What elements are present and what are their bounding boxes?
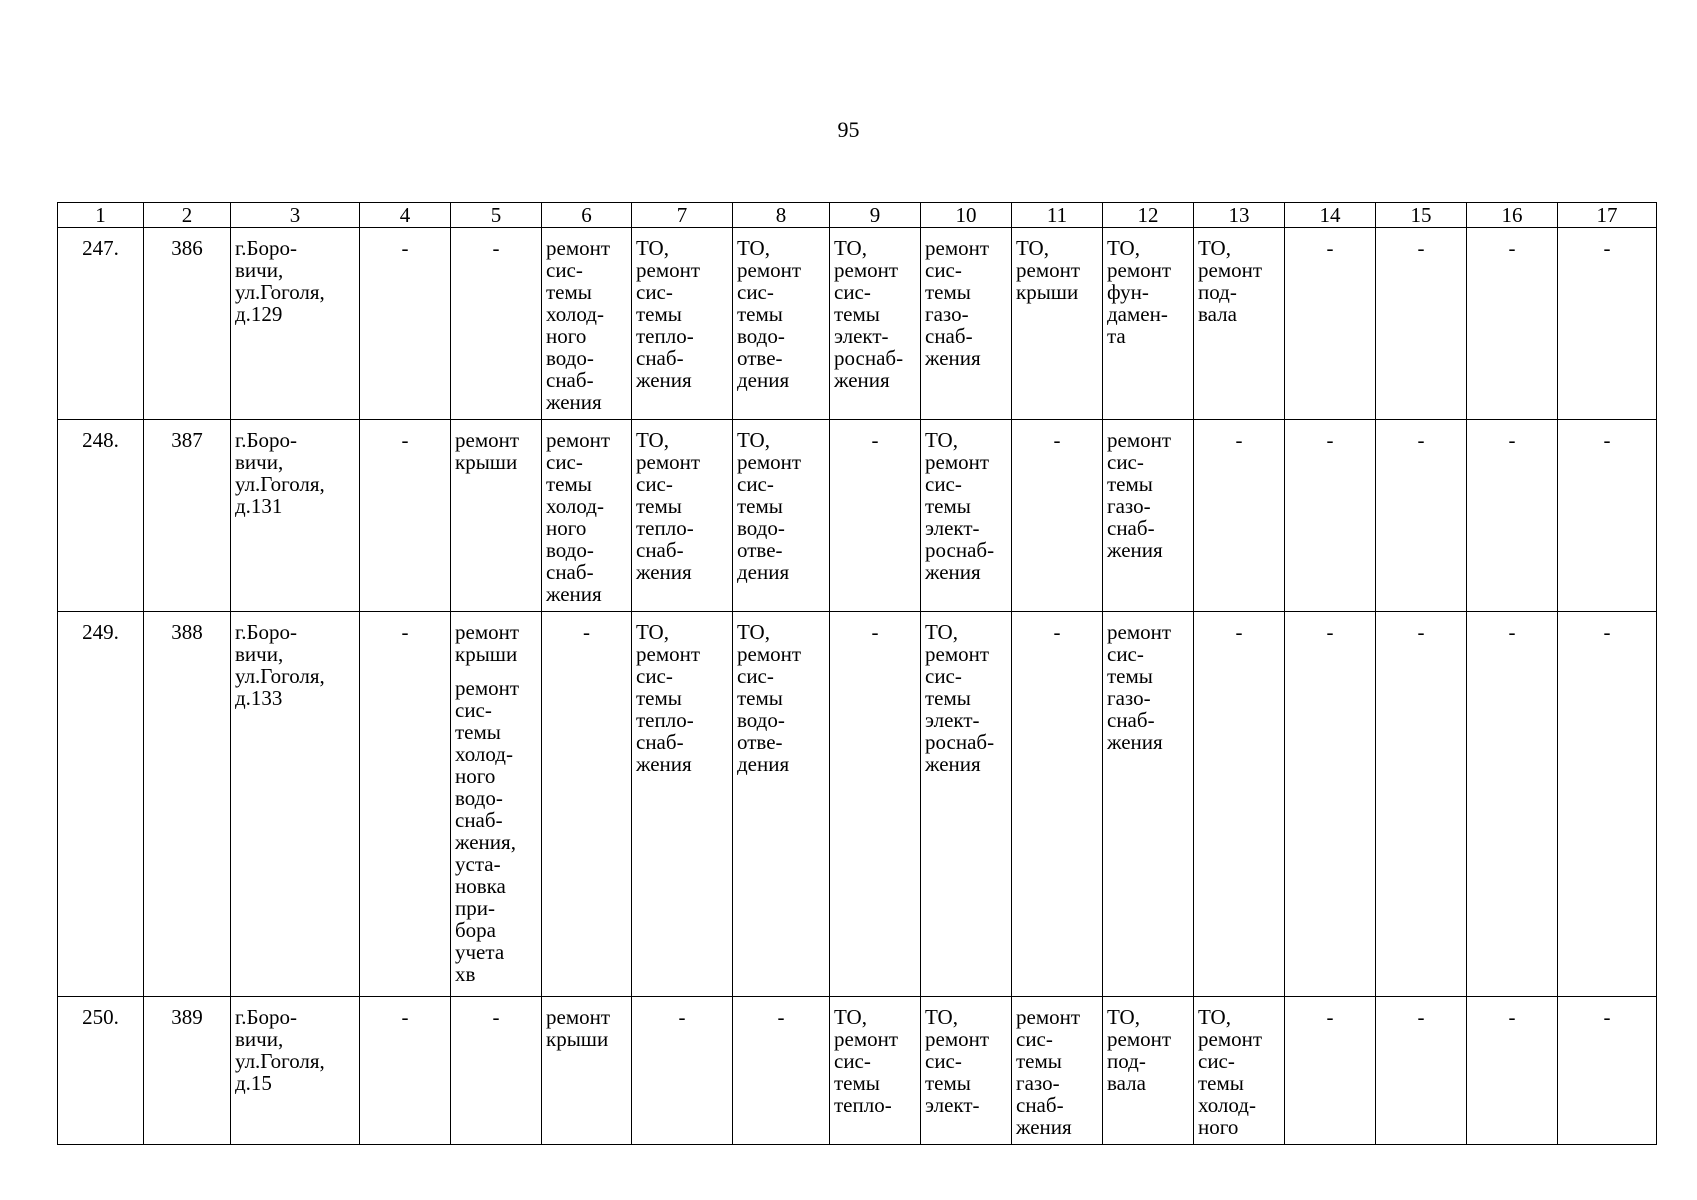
table-cell: - xyxy=(1558,612,1657,997)
table-row xyxy=(58,228,1657,420)
table-cell xyxy=(1103,420,1194,612)
cell-line: д.133 xyxy=(235,686,283,710)
cell-line: газо- xyxy=(925,302,969,326)
cell-line: темы xyxy=(737,302,783,326)
cell-line: ТО, xyxy=(636,428,669,452)
cell-line: сис- xyxy=(455,698,492,722)
cell-line: жения xyxy=(925,560,981,584)
row-index: 249. xyxy=(58,612,144,997)
cell-line: тепло- xyxy=(636,708,694,732)
cell-line: сис- xyxy=(925,664,962,688)
cell-line: темы xyxy=(546,472,592,496)
column-number-row xyxy=(58,203,1657,228)
cell-line: сис- xyxy=(546,450,583,474)
header-cell: 5 xyxy=(451,203,542,228)
address-cell xyxy=(231,420,360,612)
table-cell xyxy=(921,612,1012,997)
header-cell: 3 xyxy=(231,203,360,228)
cell-line: снаб- xyxy=(925,324,973,348)
cell-line: газо- xyxy=(1107,494,1151,518)
cell-line: ремонт xyxy=(1198,258,1263,282)
header-cell: 12 xyxy=(1103,203,1194,228)
cell-line: ТО, xyxy=(925,1005,958,1029)
cell-line: ремонт xyxy=(1107,620,1172,644)
cell-line: жения xyxy=(636,752,692,776)
cell-line: водо- xyxy=(737,324,785,348)
address-cell xyxy=(231,228,360,420)
cell-line: г.Боро- xyxy=(235,1005,298,1029)
cell-line: дения xyxy=(737,752,790,776)
cell-line: темы xyxy=(636,494,682,518)
cell-line: темы xyxy=(1016,1049,1062,1073)
header-cell: 8 xyxy=(733,203,830,228)
cell-line: роснаб- xyxy=(834,346,904,370)
cell-line: ремонт xyxy=(1107,1027,1172,1051)
cell-line: крыши xyxy=(455,450,518,474)
cell-line: снаб- xyxy=(1107,708,1155,732)
cell-line: жения xyxy=(1107,730,1163,754)
cell-line: ного xyxy=(1198,1115,1239,1139)
table-cell xyxy=(1103,228,1194,420)
cell-line: темы xyxy=(737,686,783,710)
cell-line: темы xyxy=(925,280,971,304)
table-cell xyxy=(921,420,1012,612)
cell-line: ТО, xyxy=(1198,236,1231,260)
cell-line: ТО, xyxy=(925,428,958,452)
cell-line: сис- xyxy=(1107,642,1144,666)
cell-line: водо- xyxy=(546,538,594,562)
cell-line: элект- xyxy=(925,516,980,540)
cell-line: ремонт xyxy=(455,676,520,700)
cell-line: водо- xyxy=(546,346,594,370)
cell-line: ул.Гоголя, xyxy=(235,280,325,304)
cell-line: новка xyxy=(455,874,506,898)
table-cell: - xyxy=(1467,612,1558,997)
header-cell: 1 xyxy=(58,203,144,228)
cell-line: ремонт xyxy=(925,642,990,666)
cell-line: жения xyxy=(546,582,602,606)
header-cell: 9 xyxy=(830,203,921,228)
table-cell: - xyxy=(1467,420,1558,612)
cell-line: сис- xyxy=(636,664,673,688)
object-number: 388 xyxy=(144,612,231,997)
cell-line: элект- xyxy=(834,324,889,348)
cell-line: ТО, xyxy=(925,620,958,644)
table-cell: - xyxy=(733,997,830,1145)
table-cell: - xyxy=(360,997,451,1145)
cell-line: отве- xyxy=(737,730,783,754)
cell-line: газо- xyxy=(1107,686,1151,710)
cell-line: жения xyxy=(925,346,981,370)
table-cell: - xyxy=(1376,420,1467,612)
cell-line: темы xyxy=(455,720,501,744)
cell-line: снаб- xyxy=(636,538,684,562)
table-cell xyxy=(1103,612,1194,997)
cell-line: сис- xyxy=(834,1049,871,1073)
table-cell xyxy=(632,612,733,997)
cell-line: холод- xyxy=(1198,1093,1256,1117)
table-cell xyxy=(451,420,542,612)
table-cell: - xyxy=(1012,420,1103,612)
cell-line: крыши xyxy=(1016,280,1079,304)
cell-line: ремонт xyxy=(546,1005,611,1029)
cell-line: тепло- xyxy=(636,324,694,348)
cell-line: сис- xyxy=(636,472,673,496)
cell-line: темы xyxy=(1198,1071,1244,1095)
cell-line: ремонт xyxy=(834,1027,899,1051)
header-cell: 11 xyxy=(1012,203,1103,228)
cell-line: д.131 xyxy=(235,494,283,518)
cell-line: дения xyxy=(737,368,790,392)
cell-line: ТО, xyxy=(1107,1005,1140,1029)
cell-line: ремонт xyxy=(1198,1027,1263,1051)
cell-line: ного xyxy=(546,324,587,348)
cell-line: ул.Гоголя, xyxy=(235,1049,325,1073)
cell-line: под- xyxy=(1198,280,1237,304)
address-cell xyxy=(231,612,360,997)
cell-line: водо- xyxy=(455,786,503,810)
cell-line: учета xyxy=(455,940,505,964)
cell-line: ремонт xyxy=(1107,258,1172,282)
table-cell: - xyxy=(632,997,733,1145)
cell-line: ремонт xyxy=(737,450,802,474)
row-index: 248. xyxy=(58,420,144,612)
table-cell xyxy=(1194,228,1285,420)
cell-line: сис- xyxy=(834,280,871,304)
header-cell: 7 xyxy=(632,203,733,228)
cell-line: д.129 xyxy=(235,302,283,326)
header-cell: 13 xyxy=(1194,203,1285,228)
cell-line: при- xyxy=(455,896,495,920)
cell-line: ТО, xyxy=(737,428,770,452)
cell-line: сис- xyxy=(1016,1027,1053,1051)
cell-line: снаб- xyxy=(1107,516,1155,540)
table-cell: - xyxy=(1194,420,1285,612)
table-cell: - xyxy=(1285,997,1376,1145)
cell-line: водо- xyxy=(737,516,785,540)
table-cell: - xyxy=(1376,228,1467,420)
page-number: 95 xyxy=(837,117,860,142)
cell-line: жения xyxy=(546,390,602,414)
cell-line: ремонт xyxy=(455,620,520,644)
cell-line: ТО, xyxy=(737,236,770,260)
cell-line: ремонт xyxy=(1016,258,1081,282)
table-cell: - xyxy=(830,420,921,612)
cell-line: сис- xyxy=(1198,1049,1235,1073)
cell-line: темы xyxy=(925,494,971,518)
cell-line: холод- xyxy=(546,494,604,518)
table-cell xyxy=(1194,997,1285,1145)
cell-line: г.Боро- xyxy=(235,620,298,644)
table-cell: - xyxy=(360,420,451,612)
cell-line: г.Боро- xyxy=(235,428,298,452)
cell-line: ремонт xyxy=(925,1027,990,1051)
cell-paragraph xyxy=(455,677,537,985)
cell-line: ремонт xyxy=(455,428,520,452)
cell-line: снаб- xyxy=(636,346,684,370)
cell-line: ремонт xyxy=(737,642,802,666)
cell-line: ТО, xyxy=(1107,236,1140,260)
cell-line: жения xyxy=(925,752,981,776)
table-cell xyxy=(733,612,830,997)
cell-line: дения xyxy=(737,560,790,584)
table-cell xyxy=(1103,997,1194,1145)
cell-line: холод- xyxy=(546,302,604,326)
cell-line: ТО, xyxy=(1198,1005,1231,1029)
cell-line: под- xyxy=(1107,1049,1146,1073)
cell-line: элект- xyxy=(925,708,980,732)
cell-line: темы xyxy=(834,1071,880,1095)
cell-line: темы xyxy=(1107,664,1153,688)
cell-line: сис- xyxy=(737,664,774,688)
table-cell xyxy=(451,612,542,997)
cell-line: ного xyxy=(455,764,496,788)
cell-line: темы xyxy=(1107,472,1153,496)
cell-line: снаб- xyxy=(1016,1093,1064,1117)
cell-line: снаб- xyxy=(546,560,594,584)
header-cell: 2 xyxy=(144,203,231,228)
header-cell: 16 xyxy=(1467,203,1558,228)
cell-line: сис- xyxy=(737,280,774,304)
cell-line: жения xyxy=(1107,538,1163,562)
table-cell xyxy=(542,228,632,420)
cell-line: ного xyxy=(546,516,587,540)
cell-line: ремонт xyxy=(636,258,701,282)
cell-line: дамен- xyxy=(1107,302,1168,326)
cell-line: отве- xyxy=(737,538,783,562)
object-number: 387 xyxy=(144,420,231,612)
cell-line: сис- xyxy=(636,280,673,304)
cell-line: темы xyxy=(737,494,783,518)
cell-line: крыши xyxy=(546,1027,609,1051)
cell-line: ремонт xyxy=(546,236,611,260)
table-cell: - xyxy=(360,228,451,420)
cell-line: сис- xyxy=(925,258,962,282)
cell-line: темы xyxy=(636,686,682,710)
cell-line: сис- xyxy=(1107,450,1144,474)
cell-line: вичи, xyxy=(235,450,284,474)
cell-line: ТО, xyxy=(737,620,770,644)
cell-line: темы xyxy=(834,302,880,326)
object-number: 389 xyxy=(144,997,231,1145)
cell-line: холод- xyxy=(455,742,513,766)
cell-line: вала xyxy=(1107,1071,1146,1095)
table-cell: - xyxy=(1558,420,1657,612)
cell-line: ремонт xyxy=(925,236,990,260)
cell-line: жения xyxy=(1016,1115,1072,1139)
cell-line: жения, xyxy=(455,830,516,854)
table-cell xyxy=(733,228,830,420)
cell-line: отве- xyxy=(737,346,783,370)
table-cell: - xyxy=(1012,612,1103,997)
table-row xyxy=(58,612,1657,997)
cell-line: ТО, xyxy=(636,236,669,260)
table-cell: - xyxy=(542,612,632,997)
table-cell: - xyxy=(1285,228,1376,420)
table-cell: - xyxy=(1558,228,1657,420)
table-cell: - xyxy=(1285,420,1376,612)
table-cell: - xyxy=(360,612,451,997)
cell-line: ул.Гоголя, xyxy=(235,664,325,688)
row-index: 247. xyxy=(58,228,144,420)
table-cell xyxy=(632,228,733,420)
cell-line: та xyxy=(1107,324,1126,348)
cell-line: жения xyxy=(636,560,692,584)
table-cell: - xyxy=(1558,997,1657,1145)
repair-schedule-table xyxy=(57,202,1657,1145)
row-index: 250. xyxy=(58,997,144,1145)
header-cell: 10 xyxy=(921,203,1012,228)
table-cell: - xyxy=(1467,997,1558,1145)
table-cell: - xyxy=(451,228,542,420)
table-cell xyxy=(632,420,733,612)
table-cell xyxy=(542,420,632,612)
cell-line: вичи, xyxy=(235,258,284,282)
table-cell xyxy=(733,420,830,612)
cell-line: жения xyxy=(834,368,890,392)
cell-line: тепло- xyxy=(636,516,694,540)
table-cell xyxy=(1012,997,1103,1145)
table-row xyxy=(58,420,1657,612)
cell-line: элект- xyxy=(925,1093,980,1117)
address-cell xyxy=(231,997,360,1145)
cell-line: ремонт xyxy=(546,428,611,452)
cell-line: темы xyxy=(636,302,682,326)
cell-line: водо- xyxy=(737,708,785,732)
cell-line: снаб- xyxy=(546,368,594,392)
table-cell xyxy=(830,228,921,420)
cell-line: ремонт xyxy=(925,450,990,474)
table-row xyxy=(58,997,1657,1145)
cell-line: ТО, xyxy=(834,1005,867,1029)
table-cell xyxy=(542,997,632,1145)
cell-line: ремонт xyxy=(636,642,701,666)
cell-line: снаб- xyxy=(636,730,684,754)
cell-line: сис- xyxy=(737,472,774,496)
cell-line: темы xyxy=(925,686,971,710)
table-cell: - xyxy=(830,612,921,997)
table-cell xyxy=(921,997,1012,1145)
table-cell: - xyxy=(1376,997,1467,1145)
cell-line: ТО, xyxy=(636,620,669,644)
cell-line: ТО, xyxy=(1016,236,1049,260)
cell-line: роснаб- xyxy=(925,538,995,562)
cell-line: тепло- xyxy=(834,1093,892,1117)
cell-line: фун- xyxy=(1107,280,1149,304)
table-cell: - xyxy=(1467,228,1558,420)
cell-line: ремонт xyxy=(1016,1005,1081,1029)
cell-line: сис- xyxy=(546,258,583,282)
table-cell xyxy=(830,997,921,1145)
cell-line: жения xyxy=(636,368,692,392)
header-cell: 6 xyxy=(542,203,632,228)
cell-line: роснаб- xyxy=(925,730,995,754)
cell-line: газо- xyxy=(1016,1071,1060,1095)
cell-line: вичи, xyxy=(235,642,284,666)
cell-line: крыши xyxy=(455,642,518,666)
cell-line: темы xyxy=(925,1071,971,1095)
cell-line: д.15 xyxy=(235,1071,272,1095)
cell-line: уста- xyxy=(455,852,501,876)
cell-line: ТО, xyxy=(834,236,867,260)
header-cell: 4 xyxy=(360,203,451,228)
table-cell: - xyxy=(1194,612,1285,997)
header-cell: 15 xyxy=(1376,203,1467,228)
object-number: 386 xyxy=(144,228,231,420)
header-cell: 14 xyxy=(1285,203,1376,228)
cell-line: сис- xyxy=(925,1049,962,1073)
table-cell: - xyxy=(1285,612,1376,997)
table-cell xyxy=(921,228,1012,420)
cell-line: снаб- xyxy=(455,808,503,832)
cell-line: бора xyxy=(455,918,497,942)
table-cell: - xyxy=(1376,612,1467,997)
cell-line: ремонт xyxy=(636,450,701,474)
cell-line: вичи, xyxy=(235,1027,284,1051)
cell-line: вала xyxy=(1198,302,1237,326)
cell-line: хв xyxy=(455,962,476,986)
cell-line: ремонт xyxy=(834,258,899,282)
cell-line: ремонт xyxy=(1107,428,1172,452)
cell-line: ул.Гоголя, xyxy=(235,472,325,496)
cell-line: сис- xyxy=(925,472,962,496)
header-cell: 17 xyxy=(1558,203,1657,228)
table-cell: - xyxy=(451,997,542,1145)
table-cell xyxy=(1012,228,1103,420)
cell-line: ремонт xyxy=(737,258,802,282)
cell-paragraph xyxy=(455,621,537,665)
cell-line: г.Боро- xyxy=(235,236,298,260)
cell-line: темы xyxy=(546,280,592,304)
